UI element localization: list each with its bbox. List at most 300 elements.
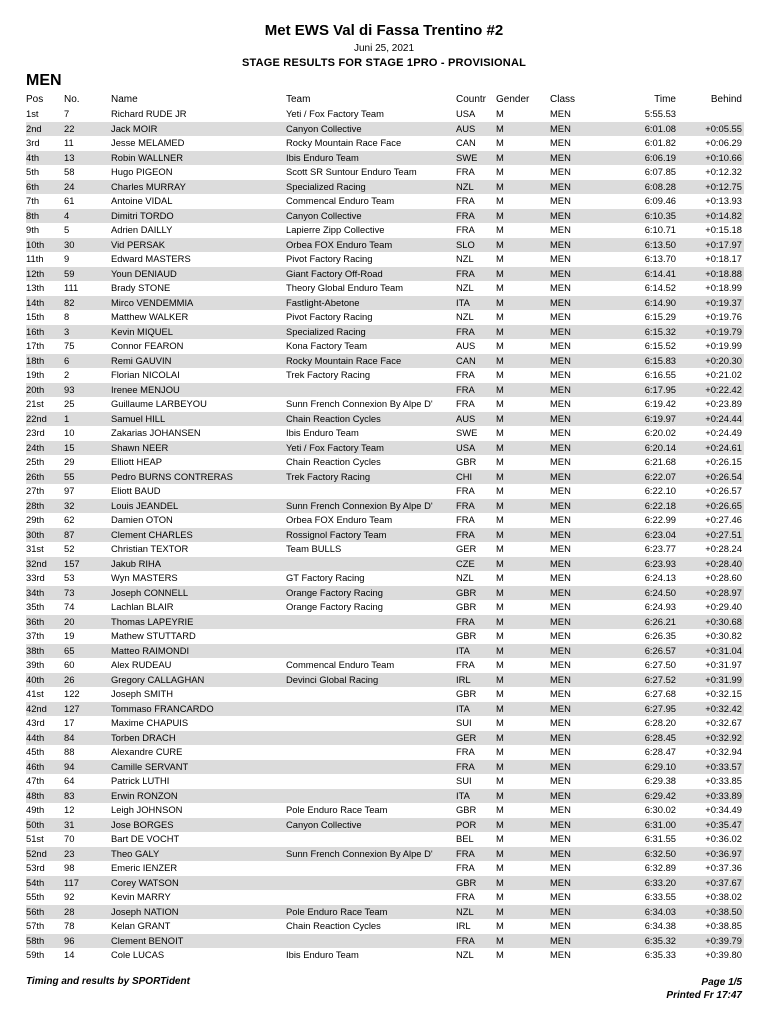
cell-pos: 40th bbox=[26, 673, 45, 685]
cell-country: SUI bbox=[456, 717, 472, 728]
cell-time: 6:26.35 bbox=[644, 630, 676, 641]
cell-name: Edward MASTERS bbox=[111, 253, 191, 264]
cell-time: 6:10.71 bbox=[644, 224, 676, 235]
cell-time: 6:28.45 bbox=[644, 731, 676, 743]
table-row bbox=[26, 194, 744, 209]
cell-name: Zakarias JOHANSEN bbox=[111, 427, 201, 438]
cell-class: MEN bbox=[550, 905, 571, 917]
cell-behind: +0:33.57 bbox=[705, 760, 742, 772]
page-number: Page 1/5 bbox=[701, 977, 742, 988]
cell-pos: 15th bbox=[26, 311, 45, 322]
section-heading: MEN bbox=[26, 72, 62, 89]
cell-country: FRA bbox=[456, 528, 475, 540]
cell-no: 23 bbox=[64, 847, 75, 859]
cell-behind: +0:33.85 bbox=[705, 775, 742, 786]
cell-name: Clement CHARLES bbox=[111, 528, 193, 540]
table-row bbox=[26, 296, 744, 311]
cell-pos: 31st bbox=[26, 543, 44, 554]
cell-time: 5:55.53 bbox=[644, 108, 676, 119]
cell-behind: +0:33.89 bbox=[705, 789, 742, 801]
column-header-no: No. bbox=[64, 94, 80, 105]
cell-name: Connor FEARON bbox=[111, 340, 184, 351]
cell-no: 58 bbox=[64, 166, 75, 177]
cell-pos: 9th bbox=[26, 224, 40, 235]
cell-country: USA bbox=[456, 108, 476, 119]
cell-gender: M bbox=[496, 528, 504, 540]
cell-time: 6:13.50 bbox=[644, 238, 676, 250]
cell-behind: +0:35.47 bbox=[705, 818, 742, 830]
cell-time: 6:26.21 bbox=[644, 615, 676, 627]
cell-class: MEN bbox=[550, 456, 571, 467]
cell-behind: +0:32.42 bbox=[705, 702, 742, 714]
cell-name: Hugo PIGEON bbox=[111, 166, 173, 177]
table-row bbox=[26, 252, 744, 267]
cell-class: MEN bbox=[550, 746, 571, 757]
column-header-behind: Behind bbox=[710, 94, 742, 105]
cell-team: Pivot Factory Racing bbox=[286, 253, 373, 264]
cell-no: 78 bbox=[64, 920, 75, 931]
cell-country: SWE bbox=[456, 151, 478, 163]
cell-class: MEN bbox=[550, 209, 571, 221]
cell-name: Brady STONE bbox=[111, 282, 171, 293]
table-row bbox=[26, 542, 744, 557]
cell-class: MEN bbox=[550, 267, 571, 279]
table-row bbox=[26, 484, 744, 499]
cell-country: FRA bbox=[456, 891, 475, 902]
cell-class: MEN bbox=[550, 804, 571, 815]
cell-time: 6:14.90 bbox=[644, 296, 676, 308]
cell-class: MEN bbox=[550, 818, 571, 830]
cell-no: 11 bbox=[64, 137, 74, 148]
table-row bbox=[26, 586, 744, 601]
cell-team: Lapierre Zipp Collective bbox=[286, 224, 385, 235]
cell-no: 31 bbox=[64, 818, 75, 830]
cell-gender: M bbox=[496, 296, 504, 308]
cell-gender: M bbox=[496, 920, 504, 931]
cell-team: Pole Enduro Race Team bbox=[286, 804, 388, 815]
cell-class: MEN bbox=[550, 934, 571, 946]
cell-time: 6:21.68 bbox=[644, 456, 676, 467]
cell-behind: +0:39.79 bbox=[705, 934, 742, 946]
cell-team: Fastlight-Abetone bbox=[286, 296, 360, 308]
cell-team: Orange Factory Racing bbox=[286, 601, 383, 612]
cell-behind: +0:38.85 bbox=[705, 920, 742, 931]
cell-pos: 22nd bbox=[26, 412, 47, 424]
cell-class: MEN bbox=[550, 470, 571, 482]
cell-class: MEN bbox=[550, 557, 571, 569]
cell-country: BEL bbox=[456, 833, 474, 844]
cell-no: 20 bbox=[64, 615, 75, 627]
cell-country: IRL bbox=[456, 673, 471, 685]
cell-name: Alex RUDEAU bbox=[111, 659, 172, 670]
cell-behind: +0:28.40 bbox=[705, 557, 742, 569]
cell-time: 6:34.03 bbox=[644, 905, 676, 917]
cell-class: MEN bbox=[550, 412, 571, 424]
cell-time: 6:23.04 bbox=[644, 528, 676, 540]
cell-pos: 11th bbox=[26, 253, 44, 264]
cell-country: FRA bbox=[456, 659, 475, 670]
cell-class: MEN bbox=[550, 949, 571, 960]
cell-team: Canyon Collective bbox=[286, 209, 362, 221]
cell-class: MEN bbox=[550, 572, 571, 583]
cell-country: ITA bbox=[456, 644, 470, 656]
cell-country: AUS bbox=[456, 122, 476, 134]
cell-class: MEN bbox=[550, 673, 571, 685]
cell-class: MEN bbox=[550, 195, 571, 206]
cell-time: 6:29.42 bbox=[644, 789, 676, 801]
cell-name: Adrien DAILLY bbox=[111, 224, 173, 235]
cell-class: MEN bbox=[550, 137, 571, 148]
cell-name: Bart DE VOCHT bbox=[111, 833, 180, 844]
cell-no: 98 bbox=[64, 862, 75, 873]
column-header-pos: Pos bbox=[26, 94, 44, 105]
table-row bbox=[26, 600, 744, 615]
cell-pos: 39th bbox=[26, 659, 45, 670]
cell-country: FRA bbox=[456, 514, 475, 525]
cell-gender: M bbox=[496, 253, 504, 264]
cell-name: Florian NICOLAI bbox=[111, 369, 180, 380]
cell-no: 8 bbox=[64, 311, 70, 322]
cell-time: 6:20.14 bbox=[644, 441, 676, 453]
cell-team: Kona Factory Team bbox=[286, 340, 368, 351]
table-row bbox=[26, 673, 744, 688]
cell-pos: 27th bbox=[26, 485, 45, 496]
cell-time: 6:15.32 bbox=[644, 325, 676, 337]
cell-behind: +0:39.80 bbox=[705, 949, 742, 960]
cell-gender: M bbox=[496, 630, 504, 641]
cell-name: Elliott HEAP bbox=[111, 456, 163, 467]
cell-name: Samuel HILL bbox=[111, 412, 166, 424]
cell-class: MEN bbox=[550, 441, 571, 453]
cell-gender: M bbox=[496, 166, 504, 177]
cell-behind: +0:37.36 bbox=[705, 862, 742, 873]
cell-team: Sunn French Connexion By Alpe D' bbox=[286, 847, 433, 859]
cell-no: 5 bbox=[64, 224, 70, 235]
cell-team: Ibis Enduro Team bbox=[286, 427, 359, 438]
cell-behind: +0:26.65 bbox=[705, 499, 742, 511]
cell-no: 2 bbox=[64, 369, 70, 380]
cell-time: 6:23.77 bbox=[644, 543, 676, 554]
cell-time: 6:22.07 bbox=[644, 470, 676, 482]
cell-time: 6:24.93 bbox=[644, 601, 676, 612]
cell-time: 6:24.50 bbox=[644, 586, 676, 598]
table-row bbox=[26, 948, 744, 963]
cell-class: MEN bbox=[550, 601, 571, 612]
cell-name: Vid PERSAK bbox=[111, 238, 166, 250]
cell-no: 7 bbox=[64, 108, 70, 119]
cell-country: GBR bbox=[456, 456, 477, 467]
table-row bbox=[26, 499, 744, 514]
cell-pos: 25th bbox=[26, 456, 45, 467]
cell-pos: 55th bbox=[26, 891, 45, 902]
cell-time: 6:14.52 bbox=[644, 282, 676, 293]
cell-time: 6:06.19 bbox=[644, 151, 676, 163]
table-row bbox=[26, 890, 744, 905]
cell-time: 6:35.32 bbox=[644, 934, 676, 946]
cell-behind: +0:24.61 bbox=[705, 441, 742, 453]
event-date: Juni 25, 2021 bbox=[353, 43, 415, 54]
cell-pos: 18th bbox=[26, 354, 45, 366]
cell-gender: M bbox=[496, 340, 504, 351]
table-row bbox=[26, 644, 744, 659]
cell-name: Mathew STUTTARD bbox=[111, 630, 196, 641]
table-row bbox=[26, 658, 744, 673]
cell-behind: +0:18.99 bbox=[705, 282, 742, 293]
table-row bbox=[26, 238, 744, 253]
table-row bbox=[26, 412, 744, 427]
cell-time: 6:20.02 bbox=[644, 427, 676, 438]
cell-team: Ibis Enduro Team bbox=[286, 151, 359, 163]
cell-country: AUS bbox=[456, 340, 476, 351]
cell-gender: M bbox=[496, 209, 504, 221]
cell-class: MEN bbox=[550, 398, 571, 409]
cell-behind: +0:28.97 bbox=[705, 586, 742, 598]
cell-behind: +0:27.46 bbox=[705, 514, 742, 525]
cell-name: Patrick LUTHI bbox=[111, 775, 170, 786]
table-row bbox=[26, 760, 744, 775]
cell-name: Louis JEANDEL bbox=[111, 499, 179, 511]
timing-credit: Timing and results by SPORTident bbox=[26, 976, 190, 987]
cell-no: 17 bbox=[64, 717, 75, 728]
cell-behind: +0:24.49 bbox=[705, 427, 742, 438]
cell-gender: M bbox=[496, 818, 504, 830]
cell-gender: M bbox=[496, 615, 504, 627]
column-header-gender: Gender bbox=[496, 94, 530, 105]
table-row bbox=[26, 919, 744, 934]
cell-no: 55 bbox=[64, 470, 75, 482]
cell-behind: +0:31.04 bbox=[705, 644, 742, 656]
cell-time: 6:27.52 bbox=[644, 673, 676, 685]
cell-pos: 17th bbox=[26, 340, 45, 351]
table-row bbox=[26, 397, 744, 412]
cell-no: 26 bbox=[64, 673, 75, 685]
cell-gender: M bbox=[496, 180, 504, 192]
cell-no: 19 bbox=[64, 630, 75, 641]
cell-behind: +0:37.67 bbox=[705, 876, 742, 888]
cell-pos: 23rd bbox=[26, 427, 45, 438]
cell-name: Youn DENIAUD bbox=[111, 267, 177, 279]
cell-behind: +0:12.32 bbox=[705, 166, 742, 177]
cell-no: 25 bbox=[64, 398, 75, 409]
cell-name: Wyn MASTERS bbox=[111, 572, 178, 583]
cell-no: 3 bbox=[64, 325, 70, 337]
cell-gender: M bbox=[496, 934, 504, 946]
cell-team: Scott SR Suntour Enduro Team bbox=[286, 166, 417, 177]
cell-pos: 51st bbox=[26, 833, 44, 844]
cell-country: NZL bbox=[456, 282, 474, 293]
table-row bbox=[26, 789, 744, 804]
cell-pos: 58th bbox=[26, 934, 45, 946]
cell-team: Canyon Collective bbox=[286, 818, 362, 830]
cell-class: MEN bbox=[550, 166, 571, 177]
cell-time: 6:09.46 bbox=[644, 195, 676, 206]
column-header-name: Name bbox=[111, 94, 138, 105]
cell-class: MEN bbox=[550, 499, 571, 511]
cell-behind: +0:30.82 bbox=[705, 630, 742, 641]
cell-country: FRA bbox=[456, 209, 475, 221]
cell-no: 4 bbox=[64, 209, 70, 221]
cell-gender: M bbox=[496, 514, 504, 525]
table-row bbox=[26, 180, 744, 195]
cell-name: Camille SERVANT bbox=[111, 760, 189, 772]
cell-pos: 16th bbox=[26, 325, 45, 337]
cell-country: GBR bbox=[456, 586, 477, 598]
cell-class: MEN bbox=[550, 151, 571, 163]
cell-country: AUS bbox=[456, 412, 476, 424]
cell-no: 22 bbox=[64, 122, 75, 134]
cell-no: 111 bbox=[64, 282, 79, 293]
table-row bbox=[26, 934, 744, 949]
cell-gender: M bbox=[496, 673, 504, 685]
cell-country: FRA bbox=[456, 224, 475, 235]
cell-no: 65 bbox=[64, 644, 75, 656]
cell-behind: +0:29.40 bbox=[705, 601, 742, 612]
cell-class: MEN bbox=[550, 688, 571, 699]
cell-pos: 30th bbox=[26, 528, 45, 540]
cell-class: MEN bbox=[550, 238, 571, 250]
cell-class: MEN bbox=[550, 543, 571, 554]
cell-country: FRA bbox=[456, 760, 475, 772]
cell-no: 13 bbox=[64, 151, 75, 163]
table-row bbox=[26, 731, 744, 746]
cell-team: Pivot Factory Racing bbox=[286, 311, 373, 322]
cell-gender: M bbox=[496, 746, 504, 757]
cell-team: Specialized Racing bbox=[286, 180, 366, 192]
cell-behind: +0:38.02 bbox=[705, 891, 742, 902]
cell-behind: +0:19.76 bbox=[705, 311, 742, 322]
cell-class: MEN bbox=[550, 847, 571, 859]
cell-country: FRA bbox=[456, 746, 475, 757]
cell-behind: +0:32.15 bbox=[705, 688, 742, 699]
cell-behind: +0:21.02 bbox=[705, 369, 742, 380]
cell-no: 82 bbox=[64, 296, 75, 308]
cell-gender: M bbox=[496, 833, 504, 844]
cell-pos: 20th bbox=[26, 383, 45, 395]
cell-name: Shawn NEER bbox=[111, 441, 169, 453]
cell-gender: M bbox=[496, 369, 504, 380]
cell-class: MEN bbox=[550, 891, 571, 902]
cell-class: MEN bbox=[550, 122, 571, 134]
cell-team: Giant Factory Off-Road bbox=[286, 267, 383, 279]
cell-country: CAN bbox=[456, 354, 476, 366]
cell-behind: +0:05.55 bbox=[705, 122, 742, 134]
cell-country: NZL bbox=[456, 253, 474, 264]
table-row bbox=[26, 557, 744, 572]
cell-country: POR bbox=[456, 818, 477, 830]
column-header-team: Team bbox=[286, 94, 311, 105]
cell-no: 84 bbox=[64, 731, 75, 743]
table-row bbox=[26, 426, 744, 441]
cell-behind: +0:38.50 bbox=[705, 905, 742, 917]
cell-pos: 28th bbox=[26, 499, 45, 511]
table-row bbox=[26, 702, 744, 717]
cell-country: SLO bbox=[456, 238, 475, 250]
cell-team: Theory Global Enduro Team bbox=[286, 282, 404, 293]
cell-class: MEN bbox=[550, 383, 571, 395]
cell-time: 6:01.08 bbox=[644, 122, 676, 134]
table-row bbox=[26, 818, 744, 833]
cell-pos: 29th bbox=[26, 514, 45, 525]
cell-name: Alexandre CURE bbox=[111, 746, 183, 757]
cell-gender: M bbox=[496, 557, 504, 569]
cell-pos: 8th bbox=[26, 209, 40, 221]
cell-gender: M bbox=[496, 543, 504, 554]
table-row bbox=[26, 281, 744, 296]
cell-country: GBR bbox=[456, 804, 477, 815]
cell-team: Canyon Collective bbox=[286, 122, 362, 134]
cell-no: 96 bbox=[64, 934, 75, 946]
cell-name: Pedro BURNS CONTRERAS bbox=[111, 470, 233, 482]
cell-team: Orbea FOX Enduro Team bbox=[286, 238, 393, 250]
cell-class: MEN bbox=[550, 282, 571, 293]
cell-country: SWE bbox=[456, 427, 478, 438]
cell-time: 6:13.70 bbox=[644, 253, 676, 264]
cell-team: Yeti / Fox Factory Team bbox=[286, 108, 384, 119]
cell-pos: 36th bbox=[26, 615, 45, 627]
cell-no: 10 bbox=[64, 427, 75, 438]
cell-gender: M bbox=[496, 876, 504, 888]
cell-pos: 35th bbox=[26, 601, 45, 612]
cell-name: Remi GAUVIN bbox=[111, 354, 172, 366]
cell-gender: M bbox=[496, 470, 504, 482]
cell-gender: M bbox=[496, 586, 504, 598]
cell-time: 6:22.18 bbox=[644, 499, 676, 511]
cell-no: 87 bbox=[64, 528, 75, 540]
cell-pos: 6th bbox=[26, 180, 40, 192]
table-row bbox=[26, 165, 744, 180]
cell-team: Orange Factory Racing bbox=[286, 586, 383, 598]
cell-country: GBR bbox=[456, 876, 477, 888]
cell-pos: 47th bbox=[26, 775, 45, 786]
cell-behind: +0:18.88 bbox=[705, 267, 742, 279]
cell-pos: 37th bbox=[26, 630, 45, 641]
cell-name: Erwin RONZON bbox=[111, 789, 178, 801]
cell-class: MEN bbox=[550, 253, 571, 264]
cell-time: 6:34.38 bbox=[644, 920, 676, 931]
cell-team: Trek Factory Racing bbox=[286, 369, 371, 380]
cell-time: 6:15.52 bbox=[644, 340, 676, 351]
cell-name: Kelan GRANT bbox=[111, 920, 171, 931]
cell-gender: M bbox=[496, 905, 504, 917]
cell-name: Jack MOIR bbox=[111, 122, 158, 134]
cell-country: FRA bbox=[456, 615, 475, 627]
cell-behind: +0:28.24 bbox=[705, 543, 742, 554]
cell-class: MEN bbox=[550, 702, 571, 714]
cell-time: 6:15.29 bbox=[644, 311, 676, 322]
cell-time: 6:32.50 bbox=[644, 847, 676, 859]
cell-behind: +0:34.49 bbox=[705, 804, 742, 815]
cell-behind: +0:23.89 bbox=[705, 398, 742, 409]
cell-no: 52 bbox=[64, 543, 75, 554]
cell-behind: +0:17.97 bbox=[705, 238, 742, 250]
cell-time: 6:31.00 bbox=[644, 818, 676, 830]
cell-gender: M bbox=[496, 267, 504, 279]
cell-gender: M bbox=[496, 847, 504, 859]
cell-name: Robin WALLNER bbox=[111, 151, 184, 163]
table-row bbox=[26, 513, 744, 528]
cell-country: NZL bbox=[456, 311, 474, 322]
table-row bbox=[26, 876, 744, 891]
cell-class: MEN bbox=[550, 180, 571, 192]
table-row bbox=[26, 368, 744, 383]
cell-name: Matteo RAIMONDI bbox=[111, 644, 190, 656]
cell-no: 92 bbox=[64, 891, 75, 902]
cell-pos: 50th bbox=[26, 818, 45, 830]
cell-country: GER bbox=[456, 731, 477, 743]
cell-team: Sunn French Connexion By Alpe D' bbox=[286, 499, 433, 511]
cell-name: Tommaso FRANCARDO bbox=[111, 702, 214, 714]
cell-behind: +0:36.02 bbox=[705, 833, 742, 844]
